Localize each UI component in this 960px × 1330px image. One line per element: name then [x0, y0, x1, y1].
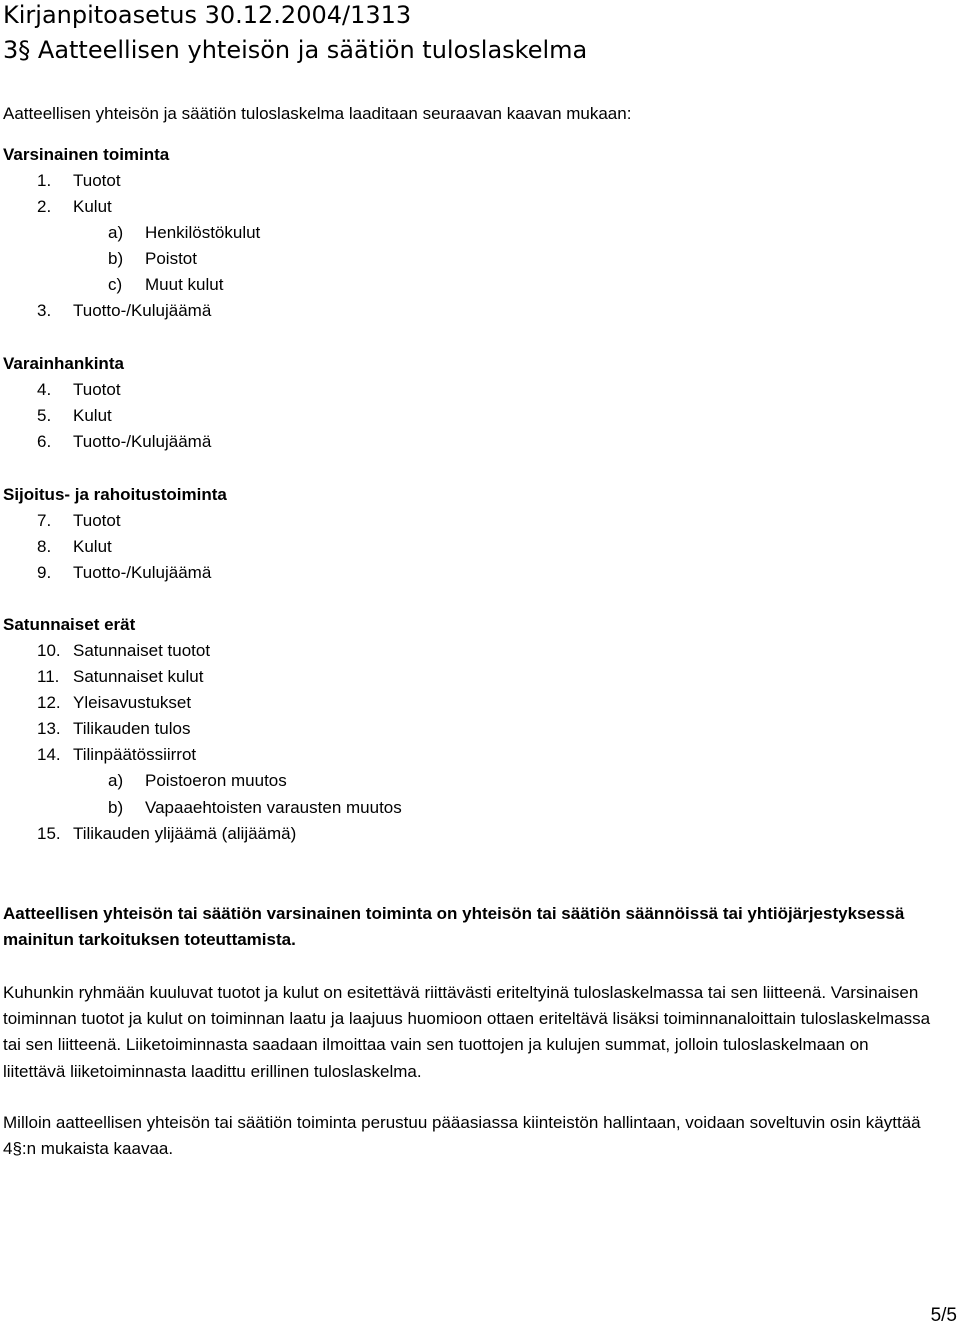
list-item [3, 664, 943, 690]
section-varsinainen-toiminta [3, 142, 943, 325]
intro-text: Aatteellisen yhteisön ja säätiön tuloslaskelma laaditaan seuraavan kaavan mukaan: [3, 104, 632, 123]
item-number: 9. [37, 563, 52, 583]
item-number: 12. [37, 693, 61, 713]
item-label: Henkilöstökulut [145, 223, 261, 243]
list-item [3, 742, 943, 768]
item-letter: b) [108, 797, 124, 817]
list-item [3, 403, 943, 429]
list-item [3, 377, 943, 403]
section-heading: Sijoitus- ja rahoitustoiminta [3, 485, 227, 504]
item-letter: c) [108, 275, 123, 295]
item-letter: a) [108, 771, 124, 791]
item-label: Kulut [73, 537, 112, 557]
section-heading: Satunnaiset erät [3, 615, 136, 634]
list-item [3, 168, 943, 194]
list-item [3, 821, 943, 847]
section-heading: Varainhankinta [3, 354, 124, 373]
list-item [3, 508, 943, 534]
item-label: Poistoeron muutos [145, 771, 287, 791]
item-number: 11. [37, 667, 60, 687]
item-number: 14. [37, 745, 61, 765]
item-label: Tuotto-/Kulujäämä [73, 301, 212, 321]
section-heading: Varsinainen toiminta [3, 145, 170, 164]
list-item [3, 638, 943, 664]
item-label: Satunnaiset kulut [73, 667, 204, 687]
item-number: 1. [37, 171, 52, 190]
item-number: 2. [37, 197, 52, 217]
paragraph-definition: Aatteellisen yhteisön tai säätiön varsinainen toiminta on yhteisön tai säätiön säännöissä tai yhtiöjärjestyksessä mainitun tarkoituksen toteuttamista. [3, 904, 905, 950]
list-item [3, 298, 943, 324]
list-item [3, 194, 943, 220]
item-label: Tuotto-/Kulujäämä [73, 432, 212, 452]
item-label: Vapaaehtoisten varausten muutos [145, 797, 402, 817]
sub-list-item [3, 220, 943, 246]
item-number: 4. [37, 380, 52, 399]
section-satunnaiset-erat [3, 612, 943, 847]
item-number: 3. [37, 301, 52, 321]
item-label: Satunnaiset tuotot [73, 641, 211, 660]
item-label: Muut kulut [145, 275, 224, 295]
item-letter: b) [108, 249, 124, 269]
item-number: 5. [37, 406, 52, 426]
list-item [3, 429, 943, 455]
item-label: Tuotto-/Kulujäämä [73, 563, 212, 583]
paragraph-itemization: Kuhunkin ryhmään kuuluvat tuotot ja kulut on esitettävä riittävästi eriteltyinä tuloslaskelmassa tai sen liitteenä. Varsinaisen toiminnan tuotot ja kulut on toiminnan laatu ja laajuus huomioon ottaen eriteltävä lisäksi toiminnanaloittain tuloslaskelmassa tai sen liitteenä. Liiketoiminnasta saadaan ilmoittaa vain sen tuottojen ja kulujen summat, jolloin tuloslaskelmaan on liitettävä liiketoiminnasta laadittu erillinen tuloslaskelma. [3, 983, 931, 1081]
item-number: 6. [37, 432, 52, 452]
item-label: Kulut [73, 197, 112, 217]
section-varainhankinta [3, 351, 943, 455]
list-item [3, 690, 943, 716]
list-item [3, 716, 943, 742]
item-number: 13. [37, 719, 61, 739]
page-number: 5/5 [930, 1305, 957, 1326]
document-title: Kirjanpitoasetus 30.12.2004/1313 [3, 1, 412, 29]
item-label: Tuotot [73, 380, 121, 399]
item-number: 8. [37, 537, 52, 557]
item-label: Tuotot [73, 511, 121, 530]
sub-list-item [3, 272, 943, 298]
item-label: Tilinpäätössiirrot [73, 745, 197, 765]
section-sijoitus-ja-rahoitustoiminta [3, 482, 943, 586]
item-letter: a) [108, 223, 124, 243]
item-number: 10. [37, 641, 61, 660]
sub-list-item [3, 246, 943, 272]
item-number: 15. [37, 823, 61, 843]
sub-list-item [3, 795, 943, 821]
item-label: Tilikauden tulos [73, 719, 191, 739]
item-label: Poistot [145, 249, 197, 269]
paragraph-real-estate: Milloin aatteellisen yhteisön tai säätiön toiminta perustuu pääasiassa kiinteistön hallintaan, voidaan soveltuvin osin käyttää 4§:n mukaista kaavaa. [3, 1113, 921, 1159]
item-label: Yleisavustukset [73, 693, 192, 713]
item-number: 7. [37, 511, 52, 530]
sub-list-item [3, 768, 943, 794]
item-label: Kulut [73, 406, 112, 426]
list-item [3, 560, 943, 586]
list-item [3, 534, 943, 560]
item-label: Tuotot [73, 171, 121, 190]
section-title: 3§ Aatteellisen yhteisön ja säätiön tuloslaskelma [3, 36, 588, 64]
item-label: Tilikauden ylijäämä (alijäämä) [73, 823, 297, 843]
